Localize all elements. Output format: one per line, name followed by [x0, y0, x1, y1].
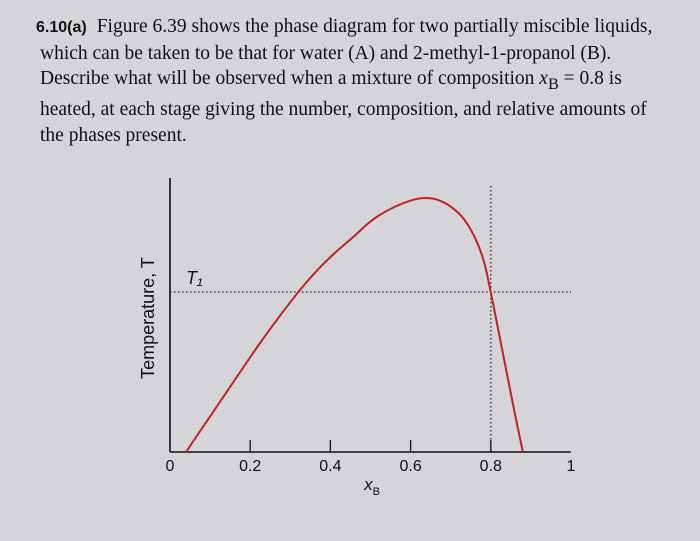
problem-line-2: which can be taken to be that for water (A) and 2-methyl-1-propanol (B). [40, 42, 612, 64]
problem-text-1: Figure 6.39 shows the phase diagram for two partially miscible liquids, [96, 16, 653, 37]
x-tick-label: 1 [566, 458, 576, 475]
x-tick-label: 0.8 [479, 458, 502, 475]
problem-line-5: the phases present. [40, 124, 187, 146]
x-axis-label: $x_B$ [364, 475, 380, 498]
composition-variable: x [539, 68, 548, 89]
y-axis-label: Temperature, T [138, 257, 158, 379]
problem-number: 6.10(a) [36, 19, 87, 36]
x-tick-label: 0.2 [239, 458, 262, 475]
problem-text-3-pre: Describe what will be observed when a mixture of composition [40, 68, 540, 89]
temperature-t1-label: T₁ [186, 267, 203, 288]
x-axis-label-subscript: B [372, 486, 380, 498]
axes [170, 178, 571, 452]
problem-text-3-post: = 0.8 is [558, 68, 622, 89]
x-ticks [166, 440, 576, 475]
composition-subscript: B [547, 74, 559, 93]
x-tick-label: 0 [165, 458, 175, 475]
problem-line-4: heated, at each stage giving the number, composition, and relative amounts of [40, 99, 647, 121]
x-tick-label: 0.6 [399, 458, 422, 475]
reference-lines [170, 186, 571, 452]
phase-boundary-curve [186, 198, 523, 452]
x-tick-label: 0.4 [319, 458, 342, 475]
